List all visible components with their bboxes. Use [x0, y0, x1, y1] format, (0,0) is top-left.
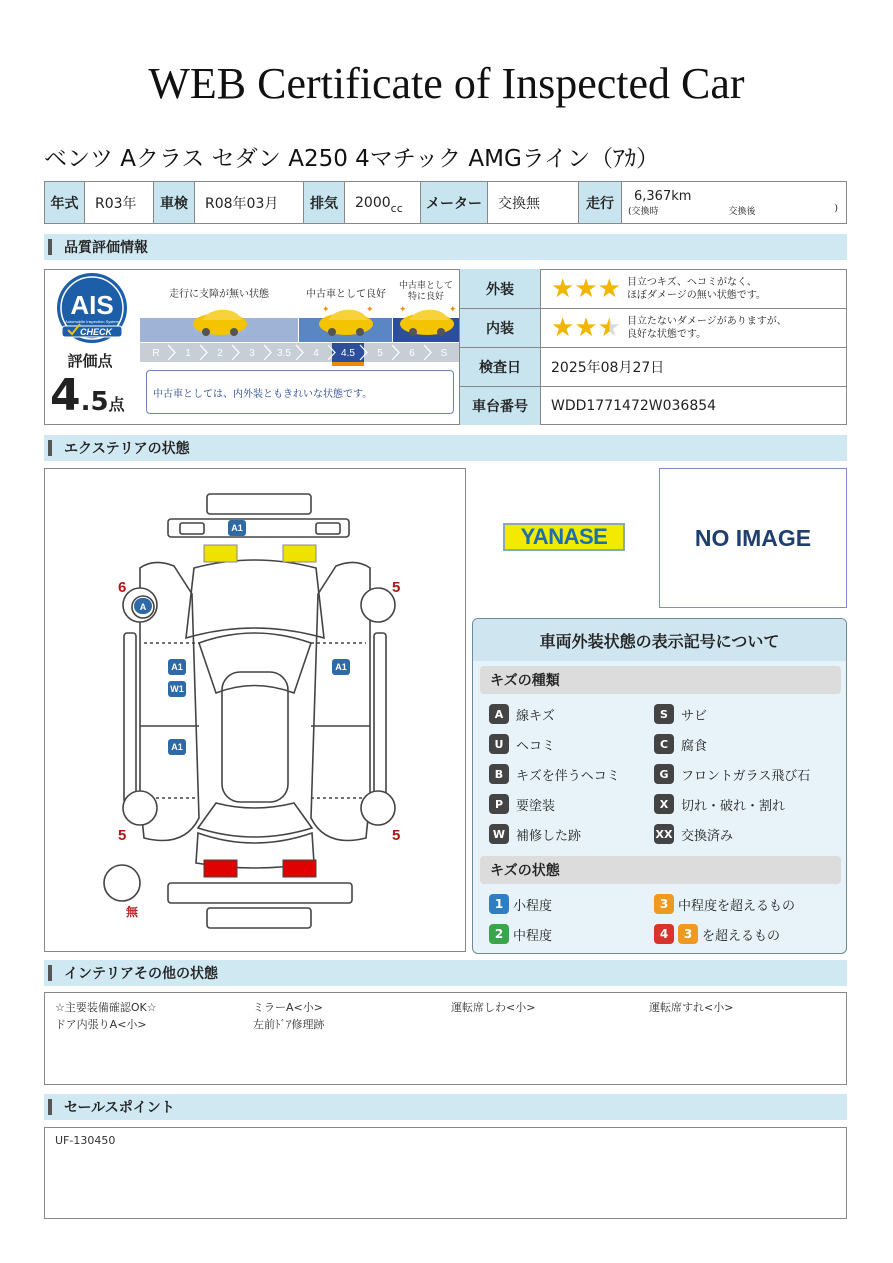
legend-type-item — [654, 704, 707, 724]
band3-label — [394, 281, 458, 303]
type-badge: C — [654, 734, 674, 754]
tire-fr-value: 5 — [392, 579, 401, 596]
quality-section-title: 品質評価情報 — [64, 240, 148, 256]
tire-fl-value: 6 — [118, 579, 127, 596]
svg-text:✦: ✦ — [399, 305, 407, 315]
car-name: ベンツ Aクラス セダン A250 4マチック AMGライン（ｱｶ） — [44, 146, 660, 172]
interior-rating-row — [459, 309, 847, 348]
score-comment: 中古車としては、内外装ともきれいな状態です。 — [146, 370, 454, 414]
state-badge: 2 — [489, 924, 509, 944]
ais-logo — [52, 272, 132, 348]
star-icon: ★ — [551, 313, 575, 343]
type-badge: U — [489, 734, 509, 754]
exterior-section-title: エクステリアの状態 — [64, 441, 190, 457]
score-small: .5 — [80, 387, 109, 417]
vin-row — [459, 387, 847, 425]
scale-label: 4 — [313, 348, 319, 359]
exterior-rating-label: 外装 — [459, 269, 541, 308]
type-text: 要塗装 — [516, 798, 556, 814]
interior-section-title: インテリアその他の状態 — [64, 966, 218, 982]
scale-label: S — [440, 348, 448, 359]
legend-state-item — [489, 924, 552, 944]
rating-scale — [140, 343, 460, 367]
sales-point-box — [44, 1127, 847, 1219]
inspection-date-label: 検査日 — [459, 348, 541, 386]
interior-rating-label: 内装 — [459, 309, 541, 347]
tire-rr-value: 5 — [392, 827, 401, 844]
score-big: 4 — [50, 370, 81, 421]
inspection-value: R08年03月 — [195, 182, 304, 223]
scale-label: 5 — [377, 348, 383, 359]
mileage-value-cell — [622, 182, 846, 223]
state-text: 中程度を超えるもの — [678, 898, 796, 914]
type-badge: G — [654, 764, 674, 784]
exterior-desc-line1: 目立つキズ、ヘコミがなく、 — [626, 276, 757, 288]
spec-table — [44, 181, 847, 224]
type-badge: X — [654, 794, 674, 814]
type-text: フロントガラス飛び石 — [681, 768, 811, 784]
vin-value: WDD1771472W036854 — [551, 398, 717, 414]
scale-label: 3 — [249, 348, 255, 359]
state-text: 小程度 — [513, 898, 553, 914]
type-badge: S — [654, 704, 674, 724]
quality-right-panel — [459, 269, 847, 425]
interior-rating-value — [541, 309, 847, 347]
svg-text:✦: ✦ — [366, 305, 374, 315]
scale-label: 2 — [217, 348, 223, 359]
interior-note: 左前ﾄﾞｱ修理跡 — [253, 1018, 325, 1031]
star-icon: ★ — [574, 273, 598, 304]
star-icon: ★ — [551, 273, 575, 304]
type-text: 腐食 — [681, 738, 708, 754]
scale-underline — [332, 362, 364, 366]
score-unit: 点 — [108, 395, 125, 414]
dealer-logo: YANASE — [503, 523, 625, 551]
spare-tire-value: 無 — [126, 905, 139, 919]
star-icon: ★ — [597, 273, 621, 304]
legend-state-item — [654, 924, 780, 944]
type-text: 線キズ — [516, 708, 555, 724]
scale-label: 6 — [409, 348, 415, 359]
star-icon: ★ — [574, 313, 598, 343]
ais-logo-text: AIS — [70, 290, 114, 320]
inspection-date-row — [459, 348, 847, 387]
svg-text:✦: ✦ — [322, 305, 330, 315]
car-icon-band2 — [316, 302, 376, 338]
band3-line2: 特に良好 — [407, 292, 444, 302]
displacement-number: 2000 — [355, 194, 391, 211]
interior-rating-desc — [627, 315, 787, 341]
type-badge: W — [489, 824, 509, 844]
interior-note: 運転席すれ<小> — [649, 1001, 734, 1014]
page-title: WEB Certificate of Inspected Car — [148, 59, 745, 108]
type-text: 補修した跡 — [516, 828, 582, 844]
band3-line1: 中古車として — [398, 281, 453, 291]
meter-value: 交換無 — [488, 182, 579, 223]
car-icon-band3 — [397, 302, 457, 338]
legend-type-item — [489, 824, 581, 844]
state-badge: 3 — [654, 894, 674, 914]
mileage-value: 6,367km — [634, 188, 692, 204]
scale-label: 4.5 — [341, 348, 355, 359]
mileage-label: 走行 — [579, 182, 622, 223]
legend-type-item — [489, 764, 620, 784]
exterior-rating-desc — [627, 276, 766, 302]
type-text: 交換済み — [681, 828, 734, 844]
exterior-rating-value — [541, 269, 847, 308]
legend-type-item — [654, 794, 785, 814]
no-image-placeholder: NO IMAGE — [659, 468, 847, 608]
mark-right-front-fender: A1 — [335, 662, 347, 672]
state-badge: 1 — [489, 894, 509, 914]
legend-type-item — [654, 764, 810, 784]
interior-section-header — [44, 960, 847, 986]
legend-type-item — [489, 734, 555, 754]
inspection-date-value: 2025年08月27日 — [551, 360, 665, 376]
car-damage-diagram — [44, 468, 466, 952]
mark-left-front-fender: A1 — [171, 662, 183, 672]
tire-rl-value: 5 — [118, 827, 127, 844]
legend-type-item — [489, 704, 555, 724]
mark-left-front-fender-w: W1 — [170, 684, 184, 694]
interior-note: ミラーA<小> — [253, 1001, 323, 1014]
legend-type-item — [489, 794, 555, 814]
displacement-unit: cc — [390, 202, 403, 215]
mileage-exchange — [628, 204, 838, 217]
svg-text:✦: ✦ — [449, 305, 457, 315]
mark-left-rear-door: A1 — [171, 742, 183, 752]
state-text: 中程度 — [513, 928, 553, 944]
meter-label: メーター — [421, 182, 488, 223]
type-text: ヘコミ — [516, 738, 556, 754]
exterior-rating-row — [459, 269, 847, 309]
band1-label: 走行に支障が無い状態 — [169, 289, 269, 300]
state-badge: 4 — [654, 924, 674, 944]
interior-note: ドア内張りA<小> — [55, 1018, 147, 1031]
legend-state-item — [489, 894, 552, 914]
type-text: キズを伴うヘコミ — [516, 768, 620, 784]
car-icon-band1 — [190, 302, 250, 338]
type-badge: XX — [654, 824, 674, 844]
legend-type-item — [654, 824, 733, 844]
mark-front-bumper: A1 — [231, 523, 243, 533]
mileage-after: 交換後 — [728, 206, 756, 217]
type-text: 切れ・破れ・割れ — [681, 798, 786, 814]
interior-notes-box — [44, 992, 847, 1085]
legend-title: 車両外装状態の表示記号について — [473, 619, 846, 661]
interior-note: 運転席しわ<小> — [451, 1001, 536, 1014]
ais-check-text: CHECK — [79, 327, 113, 337]
interior-desc-line1: 目立たないダメージがありますが、 — [626, 316, 787, 327]
displacement-value — [345, 182, 421, 223]
sales-section-header — [44, 1094, 847, 1120]
score-label: 評価点 — [67, 352, 113, 370]
inspection-label: 車検 — [154, 182, 195, 223]
type-badge: A — [489, 704, 509, 724]
legend-types-head: キズの種類 — [480, 666, 841, 694]
exterior-desc-line2: ほぼダメージの無い状態です。 — [626, 289, 766, 301]
type-text: サビ — [681, 708, 708, 724]
score-value — [50, 370, 125, 421]
mileage-before: (交換時 — [628, 206, 659, 217]
type-badge: B — [489, 764, 509, 784]
legend-panel — [472, 618, 847, 954]
scale-label: R — [152, 348, 160, 359]
mark-left-mirror: A — [139, 602, 147, 612]
mileage-close: ) — [834, 203, 838, 214]
interior-note: ☆主要装備確認OK☆ — [55, 1001, 157, 1014]
state-badge: 3 — [678, 924, 698, 944]
sales-point-text: UF-130450 — [55, 1134, 116, 1147]
band2-label: 中古車として良好 — [306, 289, 386, 300]
scale-label: 1 — [185, 348, 191, 359]
displacement-label: 排気 — [304, 182, 345, 223]
exterior-section-header — [44, 435, 847, 461]
vin-label: 車台番号 — [459, 387, 541, 425]
type-badge: P — [489, 794, 509, 814]
scale-label: 3.5 — [277, 348, 291, 359]
interior-desc-line2: 良好な状態です。 — [626, 329, 707, 340]
legend-state-head: キズの状態 — [480, 856, 841, 884]
year-value: R03年 — [85, 182, 154, 223]
legend-state-item — [654, 894, 795, 914]
ais-logo-sub: Automobile Inspection System — [65, 319, 119, 324]
year-label: 年式 — [45, 182, 85, 223]
state-text: を超えるもの — [702, 928, 781, 944]
legend-type-item — [654, 734, 707, 754]
half-star-icon: ★ — [597, 313, 621, 343]
sales-section-title: セールスポイント — [64, 1100, 175, 1116]
quality-section-header — [44, 234, 847, 260]
